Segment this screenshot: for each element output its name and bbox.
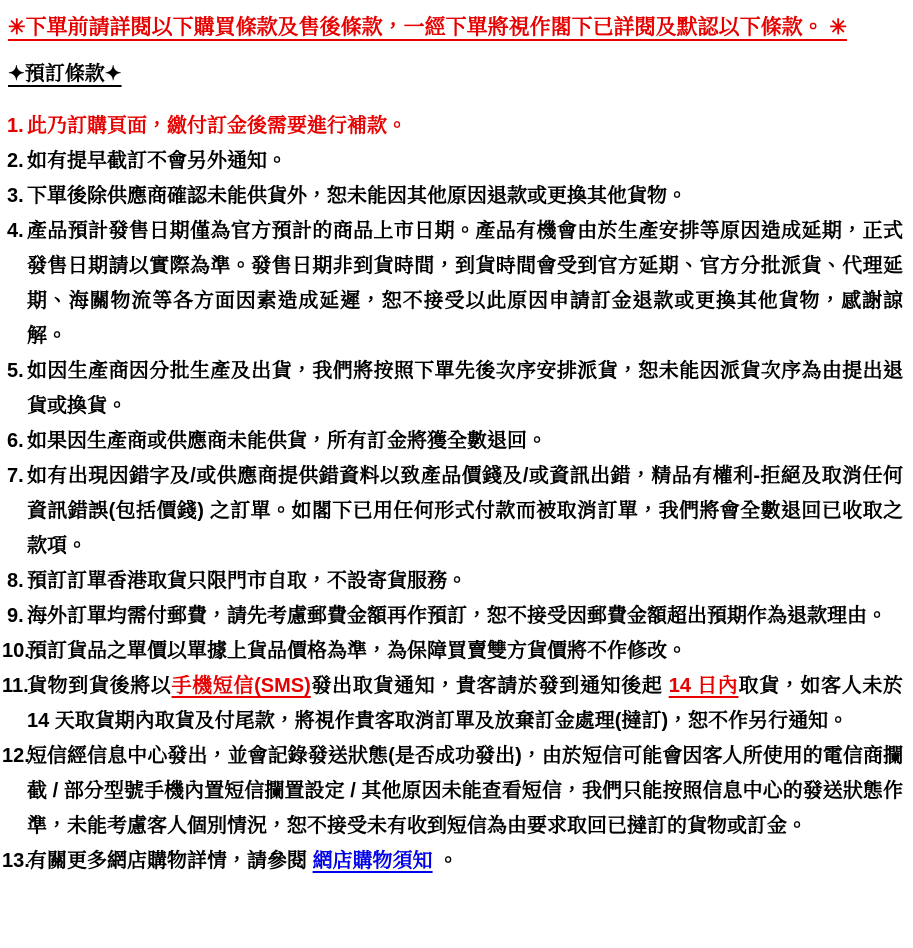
term-text-segment: 如有出現因錯字及/或供應商提供錯資料以致產品價錢及/或資訊出錯，精品有權利-拒絕及取消任何資訊錯誤(包括價錢) 之訂單。如閣下已用任何形式付款而被取消訂單，我們將會全數退回已收取之款項。 <box>27 465 903 557</box>
section-title-preorder-terms <box>8 61 897 88</box>
term-text-segment: 如因生產商因分批生產及出貨，我們將按照下單先後次序安排派貨，恕未能因派貨次序為由提出退貨或換貨。 <box>27 360 903 417</box>
term-text-segment: 取貨，如客人未於 14 天取貨期內取貨及付尾款，將視作貴客取消訂單及放棄訂金處理(撻訂)，恕不作另行通知。 <box>27 675 903 732</box>
sms-emphasis: 手機短信(SMS) <box>171 675 311 697</box>
term-pickup-only <box>0 564 905 599</box>
term-text-segment: 。 <box>432 850 459 872</box>
term-release-date <box>0 214 905 354</box>
term-text <box>27 745 903 837</box>
term-overseas-postage <box>0 599 905 634</box>
term-number: 12. <box>2 745 30 767</box>
term-no-refund <box>0 179 905 214</box>
term-text <box>27 430 547 452</box>
term-text <box>27 570 467 592</box>
term-number: 8. <box>7 570 24 592</box>
pickup-deadline-emphasis: 14 日內 <box>668 675 739 697</box>
term-text <box>27 605 887 627</box>
term-sms-center <box>0 739 905 844</box>
term-text <box>27 675 903 732</box>
term-text-segment: 有關更多網店購物詳情，請參閱 <box>27 850 313 872</box>
term-number: 13. <box>2 850 30 872</box>
term-early-cutoff <box>0 144 905 179</box>
term-number: 5. <box>7 360 24 382</box>
term-text-segment: 貨物到貨後將以 <box>27 675 172 697</box>
term-text <box>27 640 687 662</box>
term-text <box>27 465 903 557</box>
term-text-segment: 下單後除供應商確認未能供貨外，恕未能因其他原因退款或更換其他貨物。 <box>27 185 687 207</box>
term-text <box>27 185 687 207</box>
term-text-segment: 預訂貨品之單價以單據上貨品價格為準，為保障買賣雙方貨價將不作修改。 <box>27 640 687 662</box>
term-text <box>27 850 458 872</box>
term-number: 11. <box>2 675 29 697</box>
term-number: 10. <box>2 640 30 662</box>
term-number: 6. <box>7 430 24 452</box>
term-full-refund <box>0 424 905 459</box>
term-text <box>27 150 287 172</box>
term-sms-pickup <box>0 669 905 739</box>
term-text-segment: 短信經信息中心發出，並會記錄發送狀態(是否成功發出)，由於短信可能會因客人所使用的電信商攔截 / 部分型號手機內置短信攔置設定 / 其他原因未能查看短信，我們只能按照信息中心的發送狀態作準，未能考慮客人個別情況，恕不接受未有收到短信為由要求取回已撻訂的貨物或訂金。 <box>27 745 903 837</box>
term-number: 3. <box>7 185 24 207</box>
shop-guide-link[interactable]: 網店購物須知 <box>312 850 433 872</box>
term-text <box>27 115 407 137</box>
terms-list <box>0 109 905 879</box>
term-number: 1. <box>7 115 24 137</box>
term-text-segment: 如有提早截訂不會另外通知。 <box>27 150 287 172</box>
term-text-segment: 此乃訂購頁面，繳付訂金後需要進行補款。 <box>27 115 407 137</box>
term-text-segment: 產品預計發售日期僅為官方預計的商品上市日期。產品有機會由於生產安排等原因造成延期，正式發售日期請以實際為準。發售日期非到貨時間，到貨時間會受到官方延期、官方分批派貨、代理延期、海關物流等各方面因素造成延遲，恕不接受以此原因申請訂金退款或更換其他貨物，感謝諒解。 <box>27 220 903 347</box>
section-title-text: ✦預訂條款✦ <box>8 63 122 85</box>
term-batch-shipping <box>0 354 905 424</box>
term-number: 4. <box>7 220 24 242</box>
purchase-notice-banner: ✳下單前請詳閱以下購買條款及售後條款，一經下單將視作閣下已詳閱及默認以下條款。 ✳ <box>8 16 848 39</box>
term-number: 7. <box>7 465 24 487</box>
term-text-segment: 預訂訂單香港取貨只限門市自取，不設寄貨服務。 <box>27 570 467 592</box>
term-more-info <box>0 844 905 879</box>
term-text-segment: 如果因生產商或供應商未能供貨，所有訂金將獲全數退回。 <box>27 430 547 452</box>
term-text <box>27 360 903 417</box>
term-text <box>27 220 903 347</box>
term-number: 9. <box>7 605 24 627</box>
term-error-cancel <box>0 459 905 564</box>
term-deposit-page <box>0 109 905 144</box>
term-text-segment: 發出取貨通知，貴客請於發到通知後起 <box>310 675 669 697</box>
term-fixed-price <box>0 634 905 669</box>
term-number: 2. <box>7 150 24 172</box>
term-text-segment: 海外訂單均需付郵費，請先考慮郵費金額再作預訂，恕不接受因郵費金額超出預期作為退款理由。 <box>27 605 887 627</box>
